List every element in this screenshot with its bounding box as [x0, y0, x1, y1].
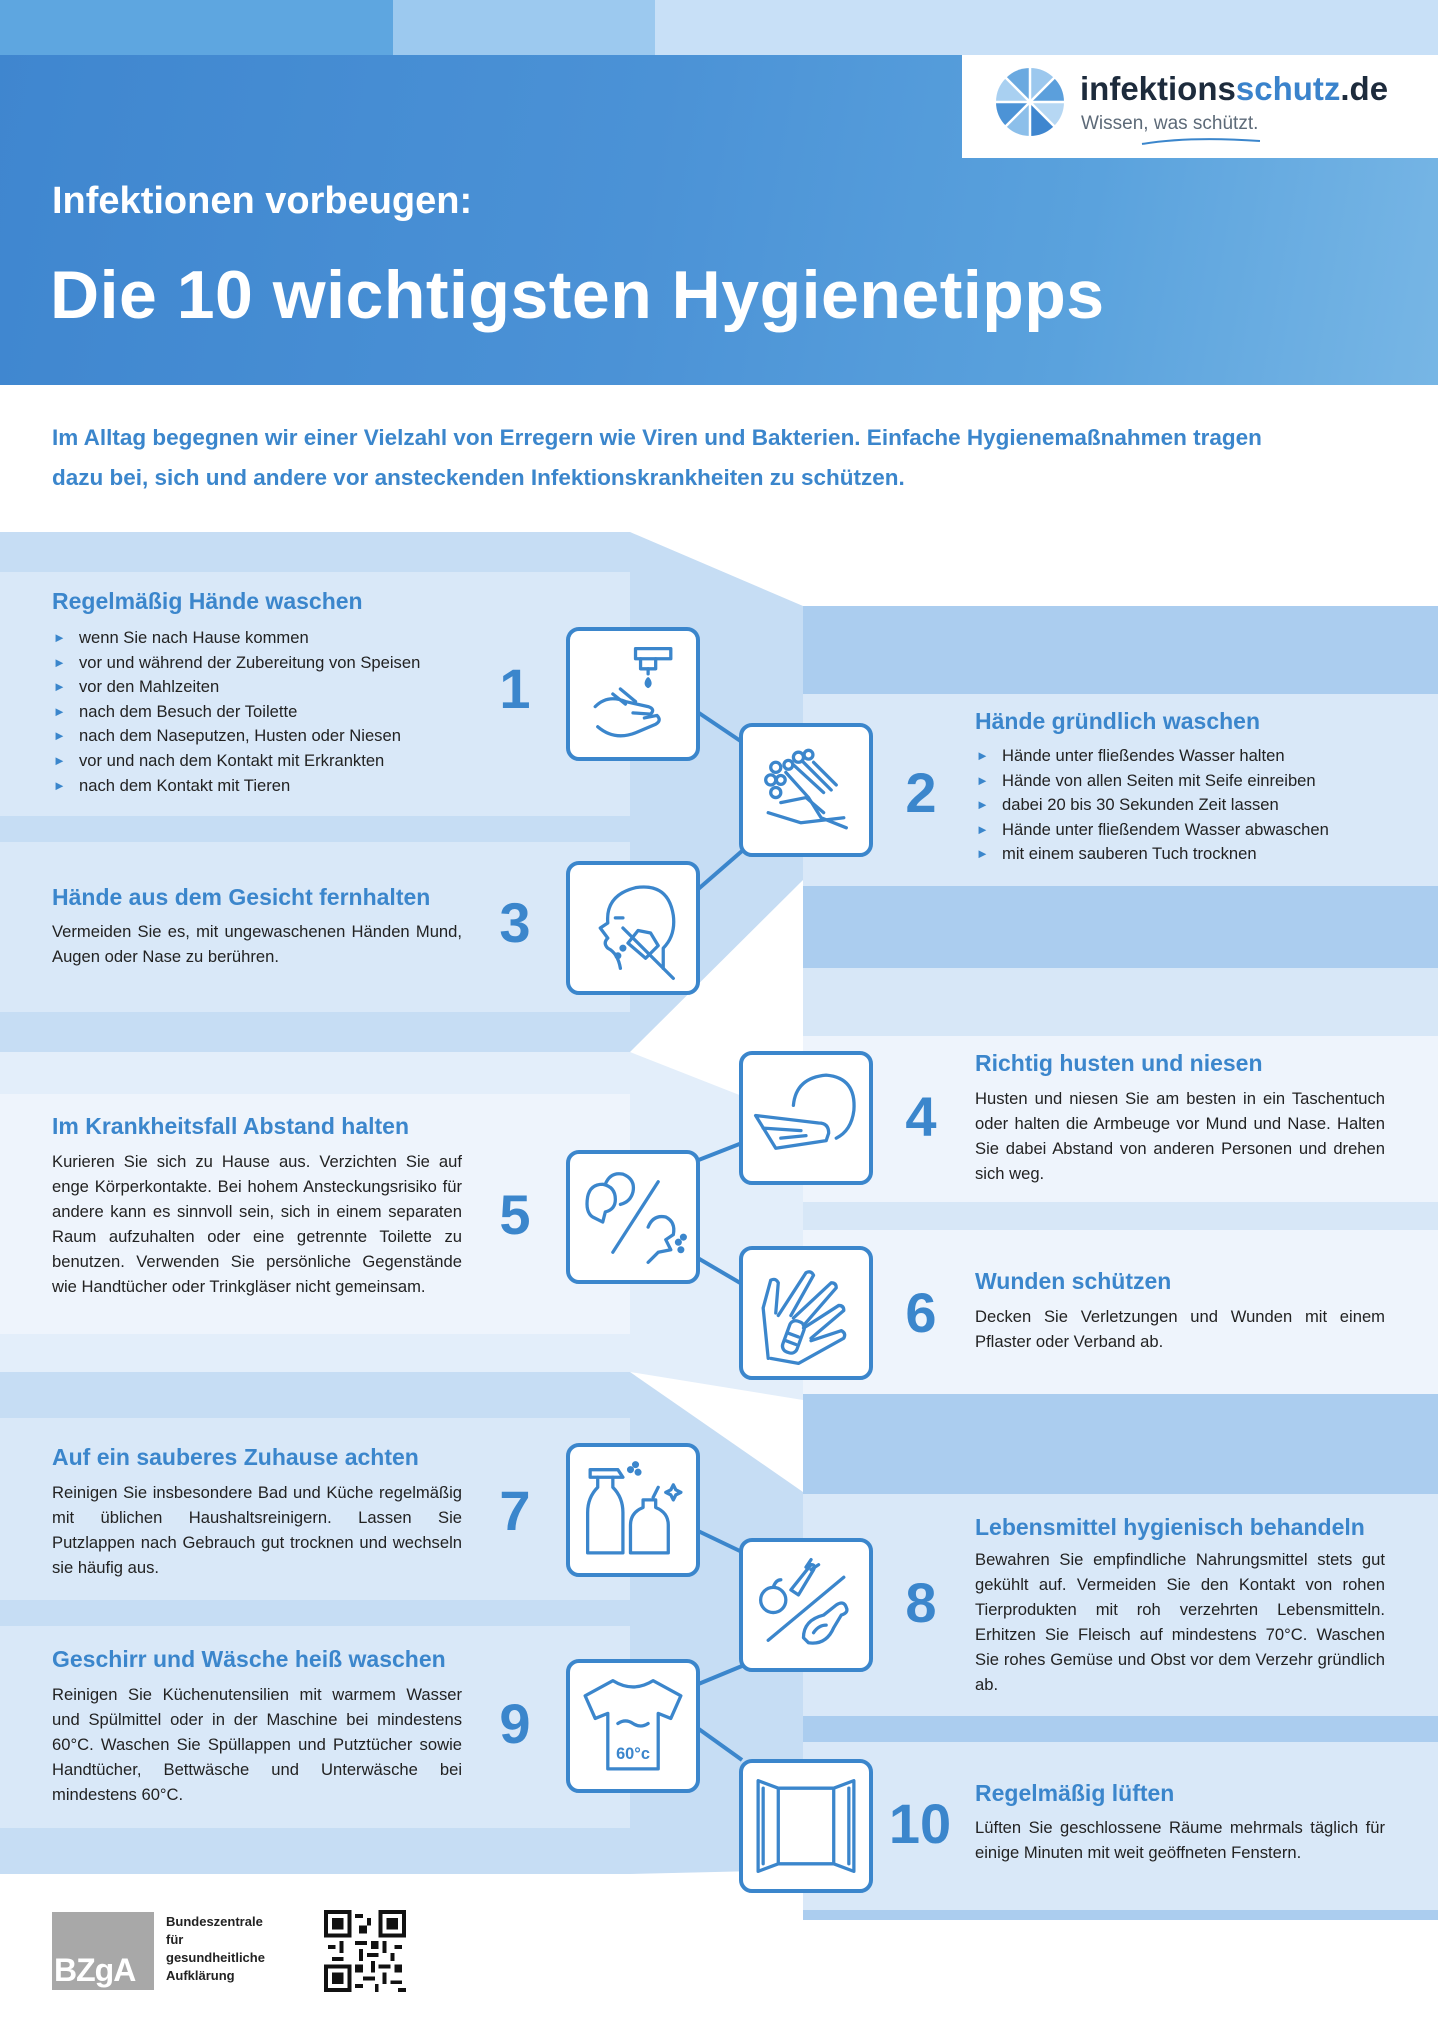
bzga-name-line: für — [166, 1932, 184, 1947]
tip-1-number: 1 — [499, 657, 531, 720]
tip-9-text: Reinigen Sie Küchenutensilien mit warmem Wasser und Spülmittel oder in der Maschine bei mindestens 60°C. Waschen Sie Spüllappen und Putztücher sowie Handtücher, Bettwäsche und Unterwäsche bei mindestens 60°C. — [52, 1685, 462, 1804]
logo-wordmark-tld: .de — [1340, 70, 1389, 107]
bzga-name-line: Bundeszentrale — [166, 1914, 263, 1929]
bandaged-hand-icon — [739, 1246, 873, 1380]
tip-1-list — [52, 626, 420, 798]
list-item-text: Hände unter fließendes Wasser halten — [1002, 746, 1285, 765]
list-item — [52, 749, 420, 774]
triangle-bullet-icon: ► — [976, 821, 989, 837]
list-item — [52, 651, 420, 676]
handwashing-tap-icon — [566, 627, 700, 761]
bzga-name — [166, 1913, 286, 1985]
intro-line-2: dazu bei, sich und andere vor ansteckenden Infektionskrankheiten zu schützen. — [52, 465, 905, 490]
list-item-text: wenn Sie nach Hause kommen — [79, 628, 309, 647]
triangle-bullet-icon: ► — [976, 846, 989, 862]
list-item — [975, 793, 1329, 818]
triangle-bullet-icon: ► — [976, 797, 989, 813]
list-item — [52, 774, 420, 799]
slogan-underline-icon — [1140, 134, 1262, 148]
cleaning-bottles-icon — [566, 1443, 700, 1577]
tip-5-title: Im Krankheitsfall Abstand halten — [52, 1113, 409, 1139]
triangle-bullet-icon: ► — [53, 728, 66, 744]
intro-text — [52, 418, 1372, 498]
list-item — [52, 724, 420, 749]
soapy-hands-icon — [739, 723, 873, 857]
list-item — [975, 769, 1329, 794]
tip-8-text: Bewahren Sie empfindliche Nahrungsmittel stets gut gekühlt auf. Vermeiden Sie den Kontakt von rohen Tierprodukten mit roh verzehrten Lebensmitteln. Erhitzen Sie Fleisch auf mindestens 70°C. Waschen Sie rohes Gemüse und Obst vor dem Verzehr gründlich ab. — [975, 1550, 1385, 1694]
no-face-touch-icon — [566, 861, 700, 995]
triangle-bullet-icon: ► — [976, 772, 989, 788]
intro-line-1: Im Alltag begegnen wir einer Vielzahl von Erregern wie Viren und Bakterien. Einfache Hygienemaßnahmen tragen — [52, 425, 1262, 450]
tip-4-text: Husten und niesen Sie am besten in ein Taschentuch oder halten die Armbeuge vor Mund und Nase. Halten Sie dabei Abstand von anderen Personen und drehen sich weg. — [975, 1089, 1385, 1183]
tip-4-number: 4 — [905, 1085, 937, 1148]
page-subtitle: Infektionen vorbeugen: — [52, 180, 473, 222]
list-item-text: nach dem Kontakt mit Tieren — [79, 775, 291, 795]
triangle-bullet-icon: ► — [53, 777, 66, 793]
list-item-text: vor den Mahlzeiten — [79, 677, 220, 697]
tip-3-title: Hände aus dem Gesicht fernhalten — [52, 884, 431, 910]
triangle-bullet-icon: ► — [53, 654, 66, 670]
list-item-text: vor und während der Zubereitung von Speisen — [79, 652, 421, 672]
shirt-60-degrees-icon — [566, 1659, 700, 1793]
triangle-bullet-icon: ► — [53, 752, 66, 768]
triangle-bullet-icon: ► — [53, 679, 66, 695]
sneeze-into-elbow-icon — [739, 1051, 873, 1185]
logo-wordmark-main: infektions — [1080, 70, 1236, 107]
tip-3-number: 3 — [499, 891, 531, 954]
list-item — [975, 818, 1329, 843]
list-item-text: Hände von allen Seiten mit Seife einreiben — [1002, 770, 1316, 790]
tip-5-number: 5 — [499, 1183, 531, 1246]
tip-2-title: Hände gründlich waschen — [975, 708, 1260, 734]
tip-10-text: Lüften Sie geschlossene Räume mehrmals täglich für einige Minuten mit weit geöffneten Fenstern. — [975, 1818, 1385, 1862]
tip-3-text: Vermeiden Sie es, mit ungewaschenen Händen Mund, Augen oder Nase zu berühren. — [52, 922, 462, 966]
umbrella-logo-icon — [995, 67, 1065, 137]
tip-9-title: Geschirr und Wäsche heiß waschen — [52, 1646, 446, 1672]
list-item-text: mit einem sauberen Tuch trocknen — [1002, 844, 1257, 864]
list-item — [52, 700, 420, 725]
header-banner — [0, 0, 1438, 385]
list-item-text: dabei 20 bis 30 Sekunden Zeit lassen — [1002, 795, 1279, 815]
open-window-icon — [739, 1759, 873, 1893]
list-item-text: vor und nach dem Kontakt mit Erkrankten — [79, 750, 385, 770]
tip-7-text: Reinigen Sie insbesondere Bad und Küche regelmäßig mit üblichen Haushaltsreinigern. Lassen Sie Putzlappen nach Gebrauch gut trocknen und wechseln sie häufig aus. — [52, 1483, 462, 1577]
header-strip — [0, 0, 393, 55]
triangle-bullet-icon: ► — [53, 630, 66, 645]
list-item — [52, 626, 420, 651]
tip-9-number: 9 — [499, 1692, 531, 1755]
bzga-name-line: Aufklärung — [166, 1968, 235, 1983]
tip-8-title: Lebensmittel hygienisch behandeln — [975, 1514, 1365, 1540]
logo-wordmark[interactable] — [1080, 70, 1388, 108]
tip-6-number: 6 — [905, 1281, 937, 1344]
keep-distance-icon — [566, 1150, 700, 1284]
triangle-bullet-icon: ► — [976, 748, 989, 763]
tip-1-title: Regelmäßig Hände waschen — [52, 588, 363, 614]
qr-code-icon[interactable] — [324, 1910, 406, 1992]
tip-10-number: 10 — [888, 1792, 952, 1855]
food-separation-icon — [739, 1538, 873, 1672]
tip-4-title: Richtig husten und niesen — [975, 1050, 1263, 1076]
list-item — [52, 675, 420, 700]
logo-slogan: Wissen, was schützt. — [1081, 113, 1259, 134]
list-item-text: Hände unter fließendem Wasser abwaschen — [1002, 819, 1329, 839]
logo-wordmark-highlight: schutz — [1235, 70, 1341, 107]
triangle-bullet-icon: ► — [53, 703, 66, 719]
tip-2-list — [975, 744, 1329, 867]
shirt-icon-label: 60°c — [616, 1744, 650, 1763]
list-item — [975, 744, 1329, 769]
tip-5-text: Kurieren Sie sich zu Hause aus. Verzichten Sie auf enge Körperkontakte. Bei hohem Ansteckungsrisiko für andere kann es sinnvoll sein, sich in einem separaten Raum aufzuhalten oder eine getrennte Toilette zu benutzen. Verwenden Sie persönliche Gegenstände wie Handtücher oder Trinkgläser nicht gemeinsam. — [52, 1152, 462, 1296]
header-strip — [393, 0, 655, 55]
tip-10-title: Regelmäßig lüften — [975, 1780, 1175, 1806]
tip-6-title: Wunden schützen — [975, 1268, 1172, 1294]
list-item-text: nach dem Naseputzen, Husten oder Niesen — [79, 726, 401, 746]
list-item — [975, 842, 1329, 867]
bzga-logo-text: BZgA — [54, 1952, 136, 1988]
tip-2-number: 2 — [905, 761, 937, 824]
tip-7-title: Auf ein sauberes Zuhause achten — [52, 1444, 419, 1470]
tip-6-text: Decken Sie Verletzungen und Wunden mit einem Pflaster oder Verband ab. — [975, 1307, 1385, 1351]
tip-7-number: 7 — [499, 1479, 531, 1542]
tip-8-number: 8 — [905, 1571, 937, 1634]
list-item-text: nach dem Besuch der Toilette — [79, 701, 298, 721]
header-strip — [655, 0, 1438, 55]
page-title: Die 10 wichtigsten Hygienetipps — [50, 257, 1105, 333]
bzga-name-line: gesundheitliche — [166, 1950, 265, 1965]
